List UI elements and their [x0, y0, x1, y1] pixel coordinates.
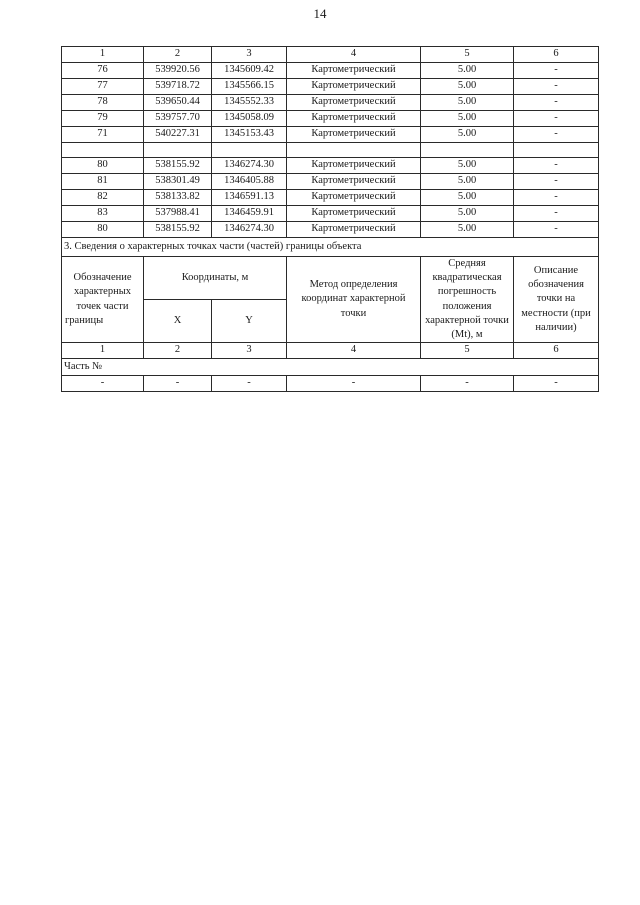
empty-cell: - [514, 376, 599, 392]
table-cell: 540227.31 [144, 127, 212, 143]
table-cell: 80 [62, 222, 144, 238]
column-number: 1 [62, 343, 144, 359]
column-number: 3 [212, 47, 287, 63]
table-cell: 76 [62, 63, 144, 79]
header-point-designation: Обозначение характерных точек части границы [62, 257, 144, 343]
part-label: Часть № [62, 359, 599, 376]
table-cell: 1345566.15 [212, 79, 287, 95]
section-3-header-row [62, 257, 599, 300]
table-cell: - [514, 222, 599, 238]
table-cell: Картометрический [287, 63, 421, 79]
table-cell: Картометрический [287, 127, 421, 143]
table-cell: 5.00 [421, 206, 514, 222]
table-cell: 1346274.30 [212, 158, 287, 174]
boundary-points-table [61, 46, 599, 392]
table-row [62, 63, 599, 79]
table-cell: 5.00 [421, 79, 514, 95]
table-cell: - [514, 95, 599, 111]
table-cell: - [514, 158, 599, 174]
table-cell: 539718.72 [144, 79, 212, 95]
empty-data-row [62, 376, 599, 392]
table-cell: 5.00 [421, 95, 514, 111]
table-cell: Картометрический [287, 79, 421, 95]
empty-cell: - [144, 376, 212, 392]
header-error: Средняя квадратическая погрешность положения характерной точки (Mt), м [421, 257, 514, 343]
section-3-title: 3. Сведения о характерных точках части (частей) границы объекта [62, 238, 599, 257]
table-cell: - [514, 206, 599, 222]
table-cell: 1345609.42 [212, 63, 287, 79]
header-y: Y [212, 300, 287, 343]
table-row [62, 127, 599, 143]
table-cell: Картометрический [287, 190, 421, 206]
empty-cell: - [287, 376, 421, 392]
table-cell: 81 [62, 174, 144, 190]
table-cell: 538155.92 [144, 222, 212, 238]
table-cell: 1345552.33 [212, 95, 287, 111]
table-cell: Картометрический [287, 174, 421, 190]
column-number: 2 [144, 47, 212, 63]
table-cell: 5.00 [421, 190, 514, 206]
table-cell: 5.00 [421, 127, 514, 143]
table-cell: 5.00 [421, 158, 514, 174]
table-cell: 77 [62, 79, 144, 95]
column-number: 5 [421, 47, 514, 63]
table-cell: 82 [62, 190, 144, 206]
column-number: 5 [421, 343, 514, 359]
table-cell: - [514, 111, 599, 127]
table-cell: 538155.92 [144, 158, 212, 174]
table-cell: 1346405.88 [212, 174, 287, 190]
table-cell: 1345058.09 [212, 111, 287, 127]
header-coordinates: Координаты, м [144, 257, 287, 300]
table-cell: 539920.56 [144, 63, 212, 79]
table-cell: 71 [62, 127, 144, 143]
table-cell: 1346459.91 [212, 206, 287, 222]
table-cell: 5.00 [421, 63, 514, 79]
section-3-title-row [62, 238, 599, 257]
table-cell: - [514, 79, 599, 95]
table-cell: 79 [62, 111, 144, 127]
table-row [62, 95, 599, 111]
empty-cell: - [212, 376, 287, 392]
table-row [62, 222, 599, 238]
table-cell: Картометрический [287, 206, 421, 222]
table-cell: 538133.82 [144, 190, 212, 206]
column-number: 4 [287, 343, 421, 359]
empty-cell: - [421, 376, 514, 392]
table-row [62, 190, 599, 206]
header-x: X [144, 300, 212, 343]
column-number: 6 [514, 47, 599, 63]
table-row [62, 158, 599, 174]
table-cell: 80 [62, 158, 144, 174]
table-cell: - [514, 190, 599, 206]
table-cell: 78 [62, 95, 144, 111]
table-cell: Картометрический [287, 158, 421, 174]
column-number: 3 [212, 343, 287, 359]
part-label-row [62, 359, 599, 376]
table-cell: 1345153.43 [212, 127, 287, 143]
empty-cell: - [62, 376, 144, 392]
table-cell: 539650.44 [144, 95, 212, 111]
table-cell: Картометрический [287, 95, 421, 111]
table-cell: 537988.41 [144, 206, 212, 222]
table-cell: 5.00 [421, 174, 514, 190]
header-method: Метод определения координат характерной точки [287, 257, 421, 343]
table-cell: - [514, 174, 599, 190]
page-number: 14 [313, 6, 327, 21]
column-number: 4 [287, 47, 421, 63]
table-cell: 83 [62, 206, 144, 222]
table-row [62, 206, 599, 222]
table-cell: Картометрический [287, 222, 421, 238]
header-description: Описание обозначения точки на местности (при наличии) [514, 257, 599, 343]
column-number: 1 [62, 47, 144, 63]
table-row [62, 79, 599, 95]
table-cell: Картометрический [287, 111, 421, 127]
table-cell: 539757.70 [144, 111, 212, 127]
table-cell: 1346591.13 [212, 190, 287, 206]
column-number: 2 [144, 343, 212, 359]
blank-separator-row [62, 143, 599, 158]
column-number: 6 [514, 343, 599, 359]
table-cell: 538301.49 [144, 174, 212, 190]
column-number-row [62, 47, 599, 63]
table-cell: - [514, 63, 599, 79]
table-cell: 1346274.30 [212, 222, 287, 238]
table-cell: - [514, 127, 599, 143]
table-row [62, 111, 599, 127]
table-cell: 5.00 [421, 111, 514, 127]
table-cell: 5.00 [421, 222, 514, 238]
table-row [62, 174, 599, 190]
section-3-column-number-row [62, 343, 599, 359]
